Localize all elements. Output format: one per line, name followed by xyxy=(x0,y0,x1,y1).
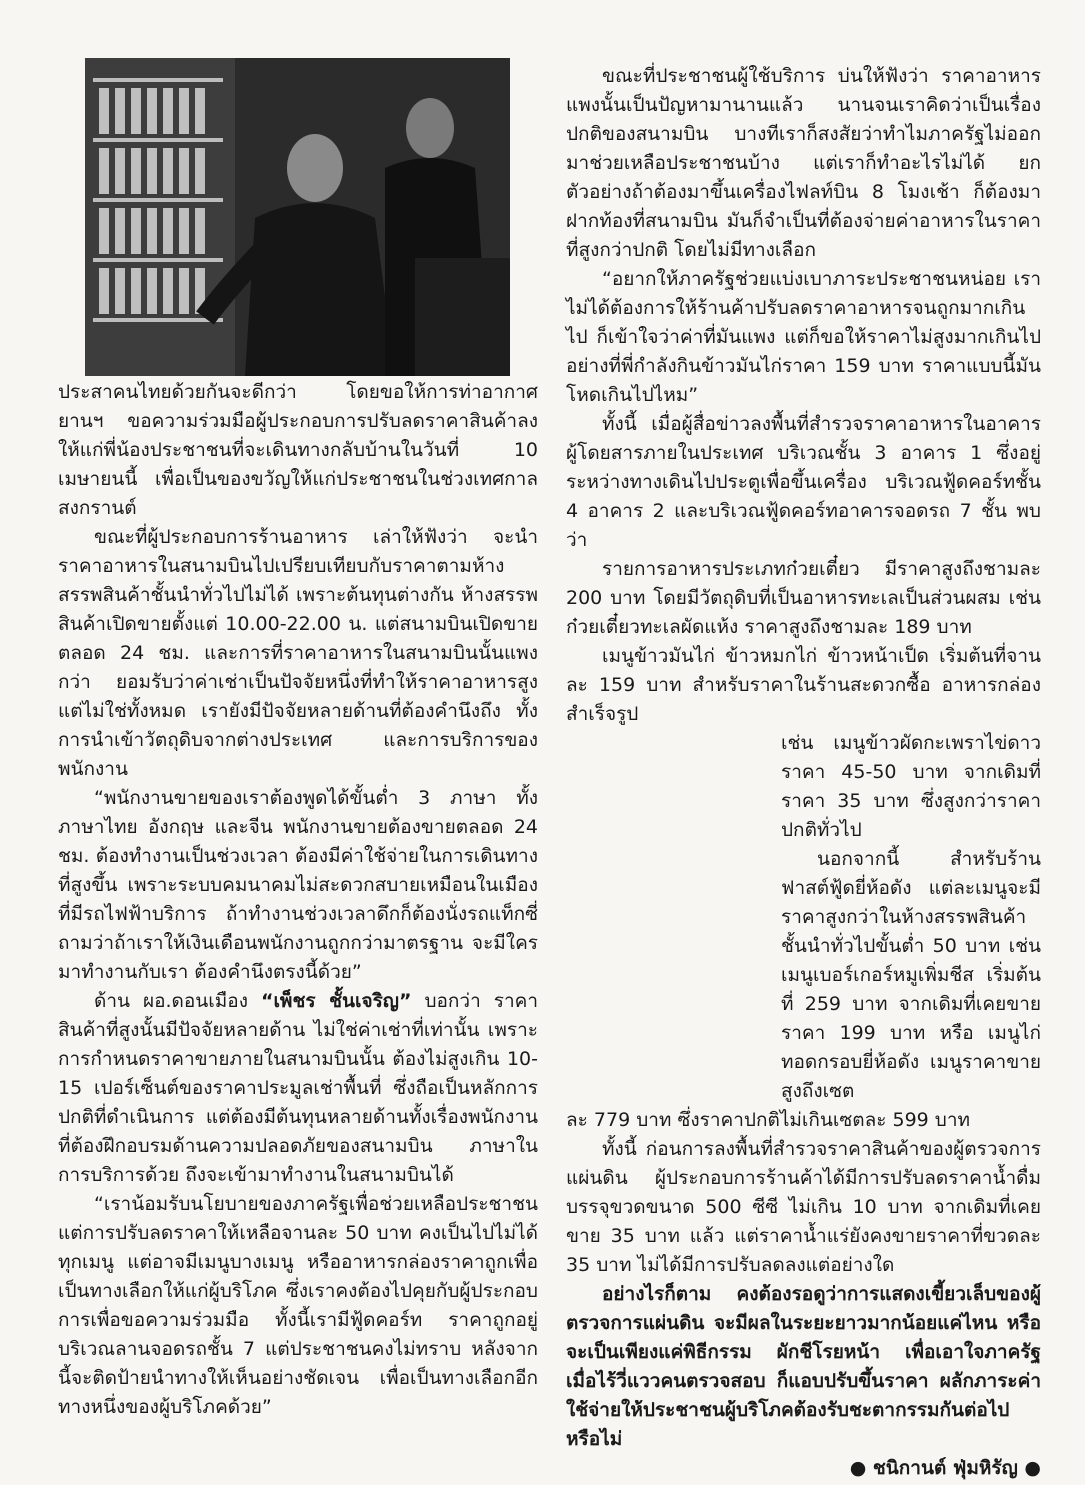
right-paragraph-6b: ละ 779 บาท ซึ่งราคาปกติไม่เกินเซตละ 599 บาท xyxy=(566,1109,971,1131)
photo-illustration xyxy=(85,58,510,376)
left-column xyxy=(58,378,538,1422)
right-paragraph-2: “อยากให้ภาครัฐช่วยแบ่งเบาภาระประชาชนหน่อย เราไม่ได้ต้องการให้ร้านค้าปรับลดราคาอาหารจนถูกมากเกินไป ก็เข้าใจว่าค่าที่มันแพง แต่ก็ขอให้ราคาไม่สูงมากเกินไป อย่างที่พี่กำลังกินข้าวมันไก่ราคา 159 บาท ราคาแบบนี้มันโหดเกินไปไหม” xyxy=(566,268,1041,406)
left-paragraph-1: ประสาคนไทยด้วยกันจะดีกว่า โดยขอให้การท่าอากาศยานฯ ขอความร่วมมือผู้ประกอบการปรับลดราคาสินค้าลง ให้แก่พี่น้องประชาชนที่จะเดินทางกลับบ้านในวันที่ 10 เมษายนนี้ เพื่อเป็นของขวัญให้แก่ประชาชนในช่วงเทศกาลสงกรานต์ xyxy=(58,381,538,519)
right-paragraph-5: เมนูข้าวมันไก่ ข้าวหมกไก่ ข้าวหน้าเป็ด เริ่มต้นที่จานละ 159 บาท สำหรับราคาในร้านสะดวกซื้อ อาหารกล่องสำเร็จรูป xyxy=(566,645,1041,725)
quoted-person-name: “เพ็ชร ชั้นเจริญ” xyxy=(260,990,412,1012)
right-paragraph-1: ขณะที่ประชาชนผู้ใช้บริการ บ่นให้ฟังว่า ราคาอาหารแพงนั้นเป็นปัญหามานานแล้ว นานจนเราคิดว่าเป็นเรื่องปกติของสนามบิน บางทีเราก็สงสัยว่าทำไมภาครัฐไม่ออกมาช่วยเหลือประชาชนบ้าง แต่เราก็ทำอะไรไม่ได้ ยกตัวอย่างถ้าต้องมาขึ้นเครื่องไฟลท์บิน 8 โมงเช้า ก็ต้องมาฝากท้องที่สนามบิน มันก็จำเป็นที่ต้องจ่ายค่าอาหารในราคาที่สูงกว่าปกติ โดยไม่มีทางเลือก xyxy=(566,65,1041,261)
right-paragraph-5b: เช่น เมนูข้าวผัดกะเพราไข่ดาว ราคา 45-50 บาท จากเดิมที่ราคา 35 บาท ซึ่งสูงกว่าราคาปกติทั่วไป xyxy=(781,732,1041,841)
left-paragraph-2: ขณะที่ผู้ประกอบการร้านอาหาร เล่าให้ฟังว่า จะนำราคาอาหารในสนามบินไปเปรียบเทียบกับราคาตามห้างสรรพสินค้าชั้นนำทั่วไปไม่ได้ เพราะต้นทุนต่างกัน ห้างสรรพสินค้าเปิดขายตั้งแต่ 10.00-22.00 น. แต่สนามบินเปิดขายตลอด 24 ชม. และการที่ราคาอาหารในสนามบินนั้นแพงกว่า ยอมรับว่าค่าเช่าเป็นปัจจัยหนึ่งที่ทำให้ราคาอาหารสูง แต่ไม่ใช่ทั้งหมด เรายังมีปัจจัยหลายด้านที่ต้องคำนึงถึง ทั้งการนำเข้าวัตถุดิบจากต่างประเทศ และการบริการของพนักงาน xyxy=(58,526,538,780)
right-column xyxy=(566,62,1041,1483)
narrow-text-block xyxy=(566,729,1041,1106)
right-paragraph-8: อย่างไรก็ตาม คงต้องรอดูว่าการแสดงเขี้ยวเล็บของผู้ตรวจการแผ่นดิน จะมีผลในระยะยาวมากน้อยแค่ไหน หรือจะเป็นเพียงแค่พิธีกรรม ผักชีโรยหน้า เพื่อเอาใจภาครัฐ เมื่อไร้วี่แววคนตรวจสอบ ก็แอบปรับขึ้นราคา ผลักภาระค่าใช้จ่ายให้ประชาชนผู้บริโภคต้องรับชะตากรรมกันต่อไปหรือไม่ xyxy=(566,1283,1041,1450)
left-paragraph-4 xyxy=(58,987,538,1190)
left-paragraph-5: “เราน้อมรับนโยบายของภาครัฐเพื่อช่วยเหลือประชาชน แต่การปรับลดราคาให้เหลือจานละ 50 บาท คงเป็นไปไม่ได้ทุกเมนู แต่อาจมีเมนูบางเมนู หรืออาหารกล่องราคาถูกเพื่อเป็นทางเลือกให้แก่ผู้บริโภค ซึ่งเราคงต้องไปคุยกับผู้ประกอบการเพื่อขอความร่วมมือ ทั้งนี้เรามีฟู้ดคอร์ท ราคาถูกอยู่บริเวณลานจอดรถชั้น 7 แต่ประชาชนคงไม่ทราบ หลังจากนี้จะติดป้ายนำทางให้เห็นอย่างชัดเจน เพื่อเป็นทางเลือกอีกทางหนึ่งของผู้บริโภคด้วย” xyxy=(58,1193,538,1418)
left-paragraph-4-lead: ด้าน ผอ.ดอนเมือง xyxy=(94,990,261,1012)
right-paragraph-3: ทั้งนี้ เมื่อผู้สื่อข่าวลงพื้นที่สำรวจราคาอาหารในอาคารผู้โดยสารภายในประเทศ บริเวณชั้น 3 อาคาร 1 ซึ่งอยู่ระหว่างทางเดินไปประตูเพื่อขึ้นเครื่อง บริเวณฟู้ดคอร์ทชั้น 4 อาคาร 2 และบริเวณฟู้ดคอร์ทอาคารจอดรถ 7 ชั้น พบว่า xyxy=(566,413,1041,551)
left-paragraph-3: “พนักงานขายของเราต้องพูดได้ขั้นต่ำ 3 ภาษา ทั้งภาษาไทย อังกฤษ และจีน พนักงานขายต้องขายตลอด 24 ชม. ต้องทำงานเป็นช่วงเวลา ต้องมีค่าใช้จ่ายในการเดินทางที่สูงขึ้น เพราะระบบคมนาคมไม่สะดวกสบายเหมือนในเมืองที่มีรถไฟฟ้าบริการ ถ้าทำงานช่วงเวลาดึกก็ต้องนั่งรถแท็กซี่ ถามว่าถ้าเราให้เงินเดือนพนักงานถูกกว่ามาตรฐาน จะมีใครมาทำงานกับเรา ต้องคำนึงตรงนี้ด้วย” xyxy=(58,787,538,983)
news-photo xyxy=(85,58,510,376)
narrow-column xyxy=(781,729,1041,1106)
right-paragraph-7: ทั้งนี้ ก่อนการลงพื้นที่สำรวจราคาสินค้าของผู้ตรวจการแผ่นดิน ผู้ประกอบการร้านค้าได้มีการปรับลดราคาน้ำดื่มบรรจุขวดขนาด 500 ซีซี ไม่เกิน 10 บาท จากเดิมที่เคยขาย 35 บาท แล้ว แต่ราคาน้ำแร่ยังคงขายราคาที่ขวดละ 35 บาท ไม่ได้มีการปรับลดลงแต่อย่างใด xyxy=(566,1138,1041,1276)
right-paragraph-4: รายการอาหารประเภทก๋วยเตี๋ยว มีราคาสูงถึงชามละ 200 บาท โดยมีวัตถุดิบที่เป็นอาหารทะเลเป็นส่วนผสม เช่น ก๋วยเตี๋ยวทะเลผัดแห้ง ราคาสูงถึงชามละ 189 บาท xyxy=(566,558,1041,638)
left-paragraph-4-body: บอกว่า ราคาสินค้าที่สูงนั้นมีปัจจัยหลายด้าน ไม่ใช่ค่าเช่าที่เท่านั้น เพราะการกำหนดราคาขายภายในสนามบินนั้น ต้องไม่สูงเกิน 10-15 เปอร์เซ็นต์ของราคาประมูลเช่าพื้นที่ ซึ่งถือเป็นหลักการปกติที่ดำเนินการ แต่ต้องมีต้นทุนหลายด้านทั้งเรื่องพนักงานที่ต้องฝึกอบรมด้านความปลอดภัยของสนามบิน ภาษาในการบริการด้วย ถึงจะเข้ามาทำงานในสนามบินได้ xyxy=(58,990,538,1186)
right-paragraph-6: นอกจากนี้ สำหรับร้านฟาสต์ฟู้ดยี่ห้อดัง แต่ละเมนูจะมีราคาสูงกว่าในห้างสรรพสินค้าชั้นนำทั่วไปขั้นต่ำ 50 บาท เช่น เมนูเบอร์เกอร์หมูเพิ่มชีส เริ่มต้นที่ 259 บาท จากเดิมที่เคยขายราคา 199 บาท หรือ เมนูไก่ทอดกรอบยี่ห้อดัง เมนูราคาขายสูงถึงเซต xyxy=(781,848,1041,1102)
author-byline: ● ชนิกานต์ ฟุ่มหิรัญ ● xyxy=(849,1457,1041,1479)
